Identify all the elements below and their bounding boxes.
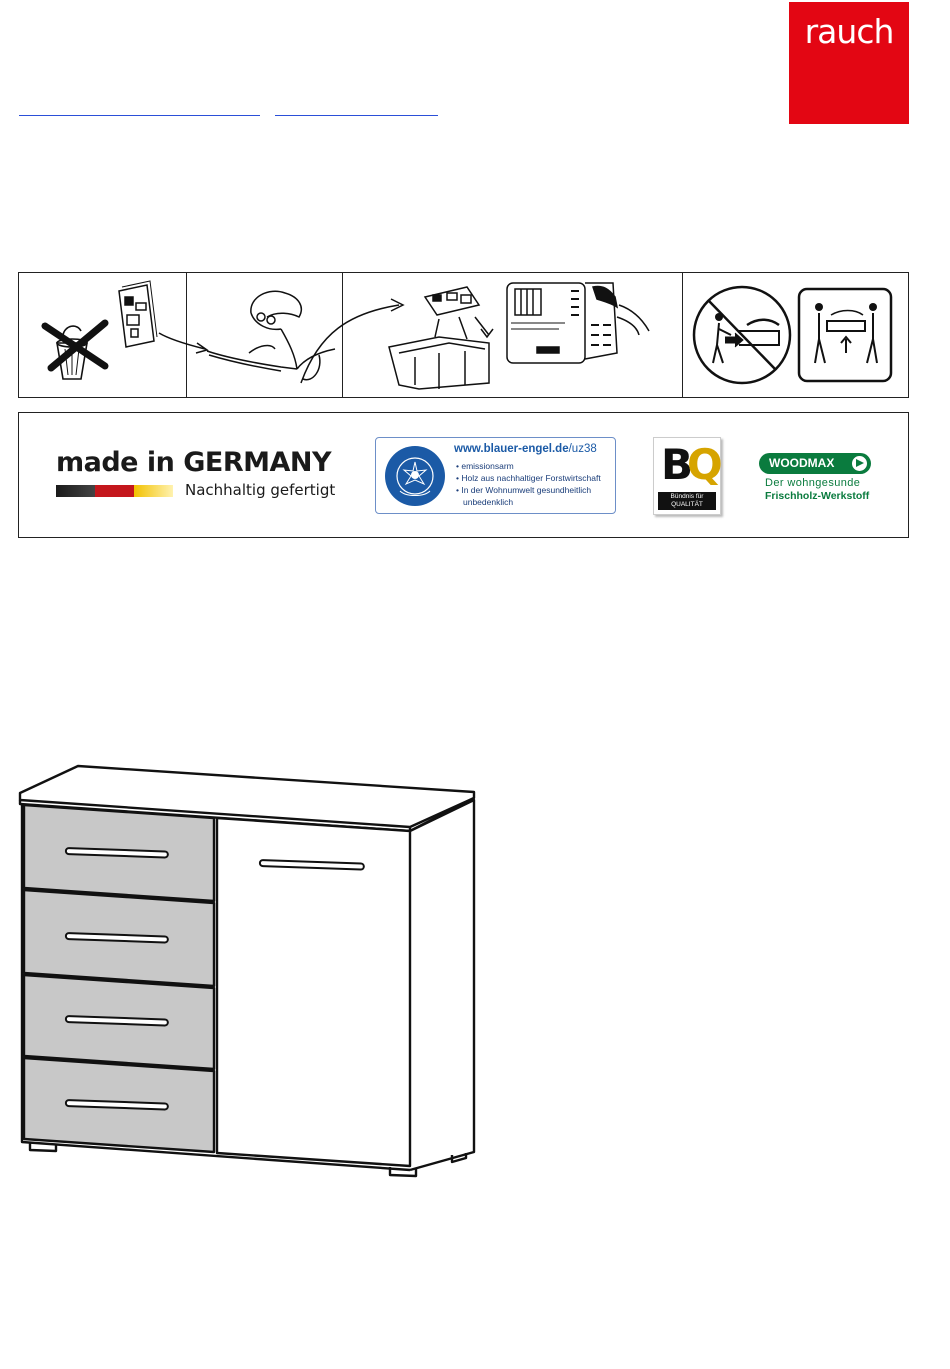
german-flag-stripe [56,485,173,497]
manual-booklet-icon [119,281,157,347]
blauer-engel-url[interactable] [454,443,597,455]
instruction-pictograms [18,272,909,398]
bq-footer-line1: Bündnis für [670,493,704,500]
blauer-engel-url-path: /uz38 [568,443,597,455]
criteria-item: unbedenklich [463,497,514,507]
blauer-engel-label [375,437,616,514]
blauer-engel-criteria [456,460,601,508]
rauch-logo [789,2,909,124]
bq-letter-b: B [661,440,694,489]
bq-letters [661,442,723,488]
reading-person-icon [207,291,335,379]
link-underline-1[interactable] [19,115,260,116]
certification-logos [18,412,909,538]
woodmax-badge [759,453,871,474]
bq-footer [658,492,716,510]
blauer-engel-seal-icon [384,445,446,507]
cabinet-door [217,818,410,1166]
blauer-engel-url-domain: www.blauer-engel.de [454,443,569,455]
made-in-germany-subtitle: Nachhaltig gefertigt [185,481,336,499]
bq-letter-q: Q [687,440,723,489]
woodmax-line1: Der wohngesunde [765,477,861,489]
curved-arrow-icon [301,299,403,383]
woodmax-name: WOODMAX [769,456,835,470]
woodmax-line2: Frischholz-Werkstoff [765,490,870,502]
criteria-item: • In der Wohnumwelt gesundheitlich [456,485,592,495]
no-single-carry-icon [694,287,790,383]
bq-quality-badge [653,437,721,515]
criteria-item: • emissionsarm [456,461,514,471]
criteria-item: • Holz aus nachhaltiger Forstwirtschaft [456,473,601,483]
two-person-carry-icon [799,289,891,381]
link-underline-2[interactable] [275,115,438,116]
instruction-sheet-icon [507,283,649,363]
made-in-germany-title: made in GERMANY [56,447,332,478]
bq-footer-line2: QUALITÄT [671,501,703,508]
play-icon [852,456,867,471]
pictogram-drawings [19,273,908,397]
logo-text: rauch [804,12,894,51]
manual-into-folder-icon [389,287,493,389]
arrow-icon [159,333,207,353]
chest-of-drawers-illustration [18,760,480,1180]
cabinet-side [410,800,474,1170]
cross-out-icon [45,323,105,368]
